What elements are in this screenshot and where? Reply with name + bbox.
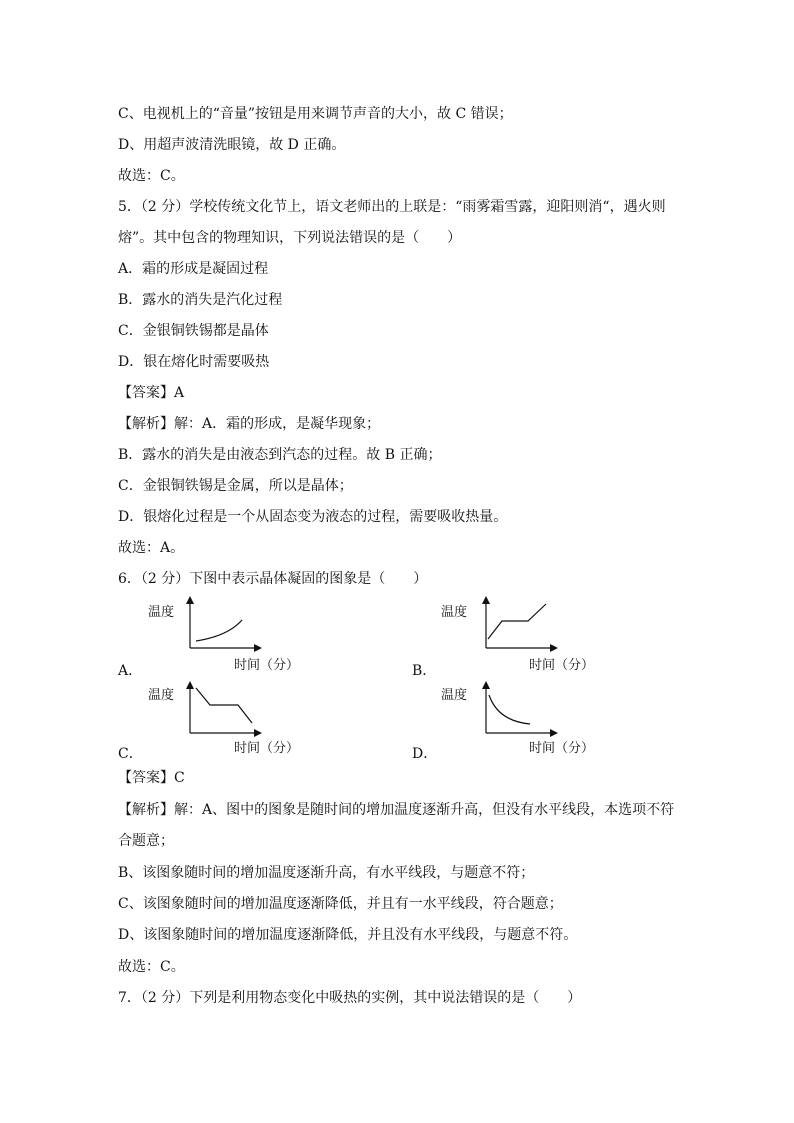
q6-explanation-2: 合题意； xyxy=(118,833,174,849)
graph-a xyxy=(140,598,310,678)
q6-selection: 故选：C。 xyxy=(118,959,185,975)
q5-explanation-3: C．金银铜铁锡是金属，所以是晶体； xyxy=(118,478,353,494)
q5-answer: 【答案】A xyxy=(118,385,185,401)
graph-c-y-label: 温度 xyxy=(148,688,175,703)
graph-b-y-arrow xyxy=(482,596,490,604)
line-c-prev: C、电视机上的“音量”按钮是用来调节声音的大小，故 C 错误； xyxy=(118,106,513,122)
graph-c-y-arrow xyxy=(186,681,194,689)
q7-stem: 7．（2 分）下列是利用物态变化中吸热的实例，其中说法错误的是（ ） xyxy=(118,990,582,1006)
graph-b-option-label: B． xyxy=(412,663,437,679)
q5-option-c: C．金银铜铁锡都是晶体 xyxy=(118,323,269,339)
q6-explanation-3: B、该图象随时间的增加温度逐渐升高，有水平线段，与题意不符； xyxy=(118,865,535,881)
graph-c-x-label: 时间（分） xyxy=(234,741,300,756)
graph-c xyxy=(140,683,310,763)
q5-stem-line1: 5．（2 分）学校传统文化节上，语文老师出的上联是：“雨雾霜雪露，迎阳则消“，遇火则 xyxy=(118,199,666,215)
q6-answer: 【答案】C xyxy=(118,770,185,786)
graph-c-curve xyxy=(196,688,252,723)
graph-a-x-arrow xyxy=(254,644,262,652)
graph-c-x-arrow xyxy=(254,729,262,737)
q5-explanation-2: B．露水的消失是由液态到汽态的过程。故 B 正确； xyxy=(118,447,442,463)
q5-option-d: D．银在熔化时需要吸热 xyxy=(118,354,270,370)
line-d-prev: D、用超声波清洗眼镜，故 D 正确。 xyxy=(118,137,346,153)
graph-b-x-label: 时间（分） xyxy=(529,658,595,673)
graph-a-option-label: A． xyxy=(118,663,143,679)
graph-b-y-label: 温度 xyxy=(441,605,468,620)
q5-stem-line2: 熔”。其中包含的物理知识，下列说法错误的是（ ） xyxy=(118,230,462,246)
graph-b-curve xyxy=(488,604,546,639)
graph-d-y-label: 温度 xyxy=(441,688,468,703)
graph-a-y-arrow xyxy=(186,596,194,604)
q5-explanation-1: 【解析】解：A．霜的形成，是凝华现象； xyxy=(118,416,381,432)
q5-explanation-4: D．银熔化过程是一个从固态变为液态的过程，需要吸收热量。 xyxy=(118,509,508,525)
line-sel-prev: 故选：C。 xyxy=(118,168,185,184)
graph-a-y-label: 温度 xyxy=(148,605,175,620)
q5-option-a: A．霜的形成是凝固过程 xyxy=(118,261,269,277)
graph-d-option-label: D． xyxy=(412,746,438,762)
q6-explanation-5: D、该图象随时间的增加温度逐渐降低，并且没有水平线段，与题意不符。 xyxy=(118,927,578,943)
graph-b xyxy=(438,598,608,678)
graph-d-x-label: 时间（分） xyxy=(529,741,595,756)
q5-option-b: B．露水的消失是汽化过程 xyxy=(118,292,283,308)
graph-d-curve xyxy=(489,695,530,724)
q6-explanation-1: 【解析】解：A、图中的图象是随时间的增加温度逐渐升高，但没有水平线段，本选项不符 xyxy=(118,802,675,818)
q6-explanation-4: C、该图象随时间的增加温度逐渐降低，并且有一水平线段，符合题意； xyxy=(118,896,563,912)
graph-a-curve xyxy=(196,620,242,641)
graph-a-x-label: 时间（分） xyxy=(234,658,300,673)
q5-selection: 故选：A。 xyxy=(118,540,185,556)
graph-d-y-arrow xyxy=(482,681,490,689)
graph-d xyxy=(438,683,608,763)
q6-stem: 6．（2 分）下图中表示晶体凝固的图象是（ ） xyxy=(118,571,428,587)
graph-b-x-arrow xyxy=(550,644,558,652)
graph-c-option-label: C． xyxy=(118,746,143,762)
graph-d-x-arrow xyxy=(550,729,558,737)
